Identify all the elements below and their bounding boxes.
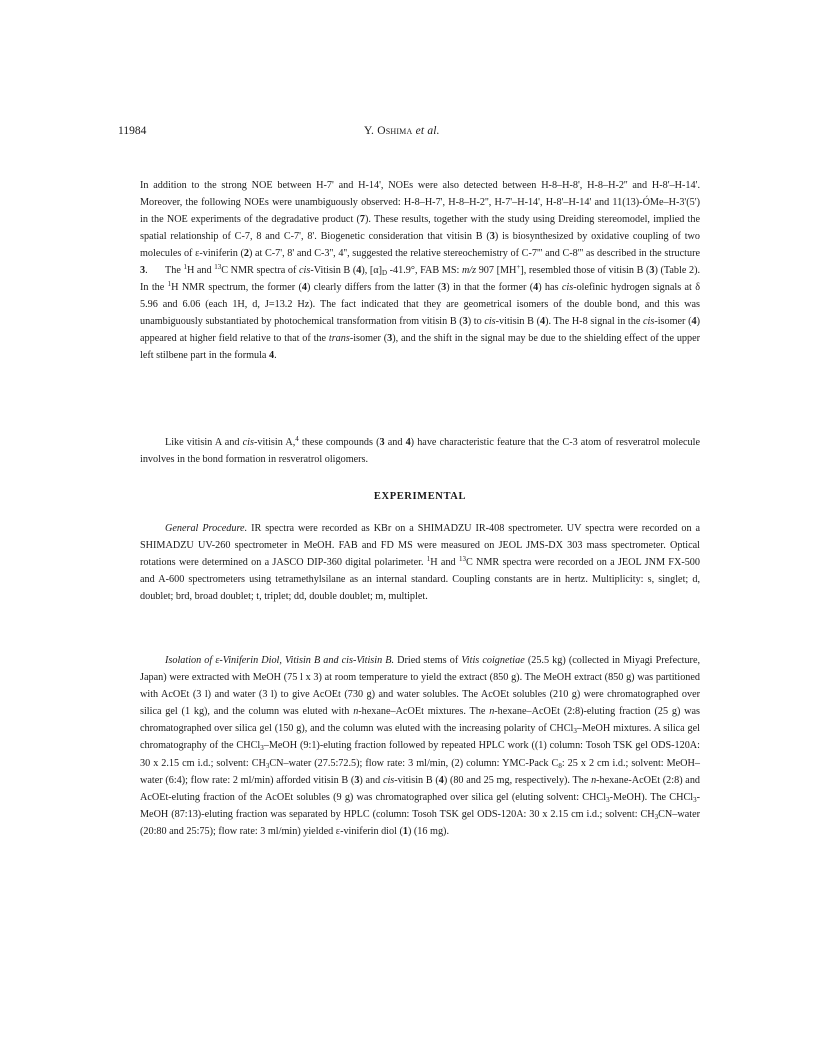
page-number: 11984 — [118, 125, 147, 137]
author-surname: Oshima — [377, 125, 413, 137]
running-header — [118, 125, 701, 141]
run-in-heading: Isolation of ε-Viniferin Diol, Vitisin B and cis-Vitisin B. — [165, 655, 395, 666]
section-heading-experimental: EXPERIMENTAL — [373, 491, 467, 502]
paragraph-noe-discussion: In addition to the strong NOE between H-7' and H-14', NOEs were also detected between H-8–H-8', H-8–H-2'' and H-8'–H-14'. Moreover, the following NOEs were unambiguously observed: H-8–H-7', H-8–H-2'', H-7'–H-14', H-8'–H-14' and 11(13)-ÓMe–H-3'(5') in the NOE experiments of the degradative product (7). These results, together with the study using Dreiding stereomodel, implied the spatial relationship of C-7, 8 and C-7', 8'. Biogenetic consideration that vitisin B (3) is biosynthesized by oxidative coupling of two molecules of ε-viniferin (2) at C-7', 8' and C-3'', 4'', suggested the relative stereochemistry of C-7''' and C-8''' as described in the structure 3. — [140, 180, 700, 277]
paragraph-isolation: Isolation of ε-Viniferin Diol, Vitisin B and cis-Vitisin B. Dried stems of Vitis coignetiae (25.5 kg) (collected in Miyagi Prefecture, Japan) were extracted with MeOH (75 l x 3) at room temperature to yield the extract (850 g). The MeOH extract (850 g) was partitioned with AcOEt (3 l) and water (3 l) to give AcOEt (730 g) and water solubles. The AcOEt solubles (210 g) were chromatographed over silica gel (1 kg), and the column was eluted with n-hexane–AcOEt mixtures. The n-hexane–AcOEt (2:8)-eluting fraction (25 g) was chromatographed over silica gel (150 g), and the column was eluted with the increasing polarity of CHCl$_3$–MeOH mixtures. A silica gel chromatography of the CHCl$_3$–MeOH (9:1)-eluting fraction followed by repeated HPLC work ((1) column: Tosoh TSK gel ODS-120A: 30 x 2.15 cm i.d.; solvent: $CH_3CN$–water (27.5:72.5); flow rate: 3 ml/min, (2) column: YMC-Pack $C_8$: 25 x 2 cm i.d.; solvent: MeOH–water (6:4); flow rate: 2 ml/min) afforded vitisin B (3) and cis-vitisin B (4) (80 and 25 mg, respectively). The n-hexane-AcOEt (2:8) and AcOEt-eluting fraction of the AcOEt solubles (9 g) was chromatographed over silica gel (eluting solvent: CHCl$_3$-MeOH). The CHCl$_3$-MeOH (87:13)-eluting fraction was separated by HPLC (column: Tosoh TSK gel ODS-120A: 30 x 2.15 cm i.d.; solvent: $CH_3CN$–water (20:80 and 25:75); flow rate: 3 ml/min) yielded ε-viniferin diol (1) (16 mg). — [140, 655, 701, 837]
paragraph-resveratrol-feature: Like vitisin A and cis-vitisin A,$^4$ these compounds (3 and 4) have characteristic feature that the C-3 atom of resveratrol molecule involves in the bond formation in resveratrol oligomers. — [140, 435, 700, 466]
run-in-heading: General Procedure. — [165, 523, 248, 534]
paragraph-cis-vitisin-b: The $^1$H and $^{13}$C NMR spectra of cis-Vitisin B (4), $[\alpha]_D$ -41.9°, FAB MS: m/z 907 [MH+], resembled those of vitisin B (3) (Table 2). In the $^1$H NMR spectrum, the former (4) clearly differs from the latter (3) in that the former (4) has cis-olefinic hydrogen signals at δ 5.96 and 6.06 (each 1H, d, J=13.2 Hz). The fact indicated that they are geometrical isomers of the double bond, and this was unambiguously substantiated by photochemical transformation from vitisin B (3) to cis-vitisin B (4). The H-8 signal in the cis-isomer (4) appeared at higher field relative to that of the trans-isomer (3), and the shift in the signal may be due to the shielding effect of the upper left stilbene part in the formula 4. — [140, 263, 701, 362]
paragraph-general-procedure: General Procedure. IR spectra were recorded as KBr on a SHIMADZU IR-408 spectrometer. UV spectra were recorded on a SHIMADZU UV-260 spectrometer in MeOH. FAB and FD MS were measured on JEOL JMS-DX 303 mass spectrometer. Optical rotations were determined on a JASCO DIP-360 digital polarimeter. $^1$H and $^{13}$C NMR spectra were recorded on a JEOL JNM FX-500 and A-600 spectrometers using tetramethylsilane as an internal standard. Coupling constants are in hertz. Multiplicity: s, singlet; d, doublet; brd, broad doublet; t, triplet; dd, double doublet; m, multiplet. — [140, 523, 701, 603]
running-head-authors: Y. Oshima et al. — [364, 125, 440, 137]
